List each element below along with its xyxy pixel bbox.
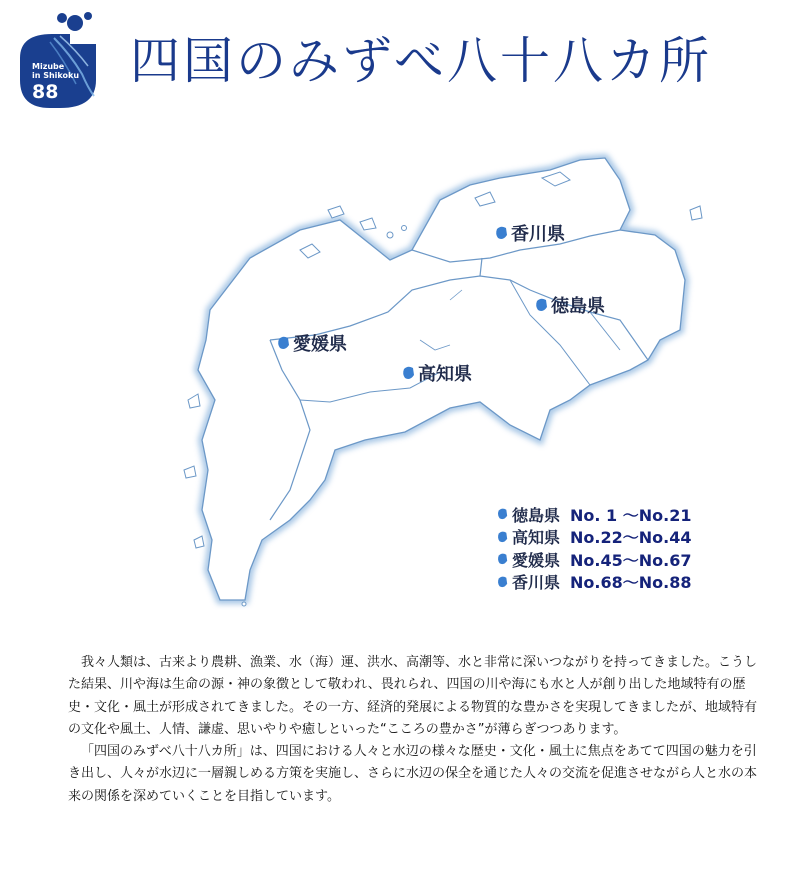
logo-number: 88 bbox=[32, 81, 59, 103]
map-label-kagawa bbox=[495, 220, 565, 246]
legend-range: No.68～No.88 bbox=[570, 573, 692, 593]
logo-line2: in Shikoku bbox=[32, 71, 80, 80]
prefecture-mark-icon bbox=[277, 335, 290, 351]
description-paragraph: 我々人類は、古来より農耕、漁業、水（海）運、洪水、高潮等、水と非常に深いつながりを持ってきました。こうした結果、川や海は生命の源・神の象徴として敬われ、畏れられ、四国の川や海にも水と人が創り出した地域特有の歴史・文化・風土が形成されてきました。その一方、経済的発展による物質的な豊かさを実現してきましたが、地域特有の文化や風土、人情、謙虚、思いやりや癒しといった“こころの豊かさ”が薄らぎつつあります。 bbox=[68, 655, 758, 737]
page-title: 四国のみずべ八十八カ所 bbox=[130, 32, 712, 90]
legend-row bbox=[497, 548, 777, 571]
prefecture-mark-icon bbox=[495, 225, 508, 241]
logo-graphic bbox=[10, 8, 120, 120]
prefecture-mark-icon bbox=[497, 507, 508, 521]
legend-row bbox=[497, 526, 777, 549]
legend-prefecture: 愛媛県 bbox=[512, 550, 561, 570]
map-label-text: 高知県 bbox=[418, 364, 472, 385]
legend-range: No. 1 ～No.21 bbox=[570, 505, 692, 525]
legend bbox=[497, 503, 777, 593]
description-paragraph: 「四国のみずべ八十八カ所」は、四国における人々と水辺の様々な歴史・文化・風土に焦点をあてて四国の魅力を引き出し、人々が水辺に一層親しめる方策を実施し、さらに水辺の保全を通じた人々の交流を促進させながら人と水の本来の関係を深めていくことを目指しています。 bbox=[68, 744, 758, 804]
map-label-text: 徳島県 bbox=[551, 296, 605, 317]
legend-prefecture: 徳島県 bbox=[512, 505, 561, 525]
legend-row bbox=[497, 571, 777, 594]
map-label-ehime bbox=[277, 330, 347, 356]
legend-prefecture: 高知県 bbox=[512, 528, 561, 548]
legend-prefecture: 香川県 bbox=[512, 573, 561, 593]
legend-row bbox=[497, 503, 777, 526]
prefecture-mark-icon bbox=[497, 552, 508, 566]
mizube-logo-icon bbox=[10, 8, 120, 120]
map-label-text: 愛媛県 bbox=[293, 334, 347, 355]
map-label-text: 香川県 bbox=[511, 224, 565, 245]
map-label-tokushima bbox=[535, 292, 605, 318]
prefecture-mark-icon bbox=[497, 530, 508, 544]
legend-range: No.45～No.67 bbox=[570, 550, 692, 570]
description bbox=[68, 652, 758, 808]
map-label-kochi bbox=[402, 360, 472, 386]
prefecture-mark-icon bbox=[535, 297, 548, 313]
prefecture-mark-icon bbox=[402, 365, 415, 381]
logo-line1: Mizube bbox=[32, 62, 65, 71]
prefecture-mark-icon bbox=[497, 575, 508, 589]
legend-range: No.22～No.44 bbox=[570, 528, 692, 548]
